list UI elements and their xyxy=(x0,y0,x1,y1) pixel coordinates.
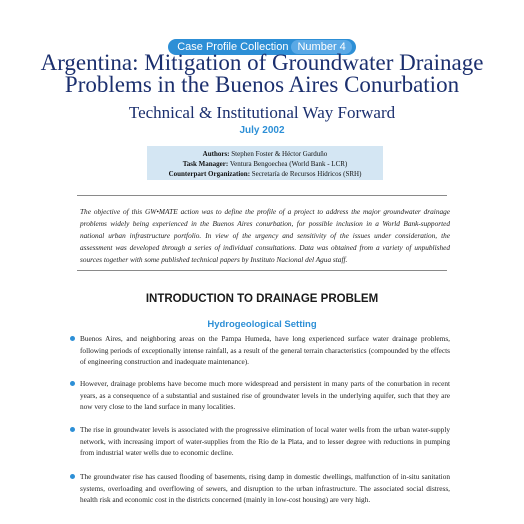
authors-line xyxy=(147,149,383,159)
title-line-2: Problems in the Buenos Aires Conurbation xyxy=(64,72,460,97)
bullet-item xyxy=(70,424,450,459)
task-manager-line xyxy=(147,159,383,169)
authors-value: Stephen Foster & Héctor Garduño xyxy=(231,150,328,158)
bullet-dot-icon xyxy=(70,474,75,479)
bullet-text: The groundwater rise has caused flooding of basements, rising damp in domestic dwellings, malfunction of in-situ sanitation systems, overloading and overflowing of sewers, and disruption to the urban infrastructure. The associated social distress, health risk and economic cost in the districts concerned (mainly in low-cost housing) are very high. xyxy=(80,472,450,504)
collection-label: Case Profile Collection xyxy=(177,41,289,53)
task-manager-value: Ventura Bengoechea (World Bank - LCR) xyxy=(229,160,348,168)
bullet-text: Buenos Aires, and neighboring areas on the Pampa Humeda, have long experienced surface water drainage problems, following periods of exceptionally intense rainfall, as a result of the general terrain characteristics (compounded by the effects of engineering construction and inadequate maintenance). xyxy=(80,334,450,366)
authors-box xyxy=(147,146,383,180)
bullet-item xyxy=(70,471,450,506)
counterpart-value: Secretaría de Recursos Hídricos (SRH) xyxy=(251,170,362,178)
subsection-heading: Hydrogeological Setting xyxy=(207,319,317,330)
document-subtitle: Technical & Institutional Way Forward xyxy=(128,103,396,122)
title-line-1: Argentina: Mitigation of Groundwater Drainage xyxy=(40,50,484,75)
bullet-dot-icon xyxy=(70,336,75,341)
authors-label: Authors: xyxy=(202,150,230,158)
bullet-item xyxy=(70,333,450,368)
bullet-dot-icon xyxy=(70,427,75,432)
bullet-text: The rise in groundwater levels is associated with the progressive elimination of local water wells from the urban water-supply network, with increasing import of water-supplies from the Río de la Plata, and to lesser degree with reductions in pumping from industrial water wells due to economic decline. xyxy=(80,425,450,457)
counterpart-line xyxy=(147,169,383,179)
document-date: July 2002 xyxy=(239,125,285,136)
bullet-text: However, drainage problems have become much more widespread and persistent in many parts of the conurbation in recent years, as a consequence of a substantial and sustained rise of groundwater levels in the underlying aquifer, such that they are now very close to the land surface in many localities. xyxy=(80,379,450,411)
section-heading: INTRODUCTION TO DRAINAGE PROBLEM xyxy=(145,293,379,305)
task-manager-label: Task Manager: xyxy=(182,160,229,168)
divider-top xyxy=(77,195,447,196)
bullet-item xyxy=(70,378,450,413)
counterpart-label: Counterpart Organization: xyxy=(168,170,251,178)
number-badge: Number 4 xyxy=(291,40,351,54)
divider-bottom xyxy=(77,270,447,271)
abstract-paragraph: The objective of this GW•MATE action was to define the profile of a project to address the major groundwater drainage problems widely being experienced in the Buenos Aires conurbation, for possible inclusion in a World Bank-supported national urban infrastructure portfolio. In view of the urgency and sensitivity of the issues under consideration, the assessment was developed through a series of individual consultations. Data was obtained from a variety of unpublished sources together with some published technical papers by Instituto Nacional del Agua staff. xyxy=(80,207,450,264)
bullet-dot-icon xyxy=(70,381,75,386)
document-title xyxy=(20,52,504,96)
